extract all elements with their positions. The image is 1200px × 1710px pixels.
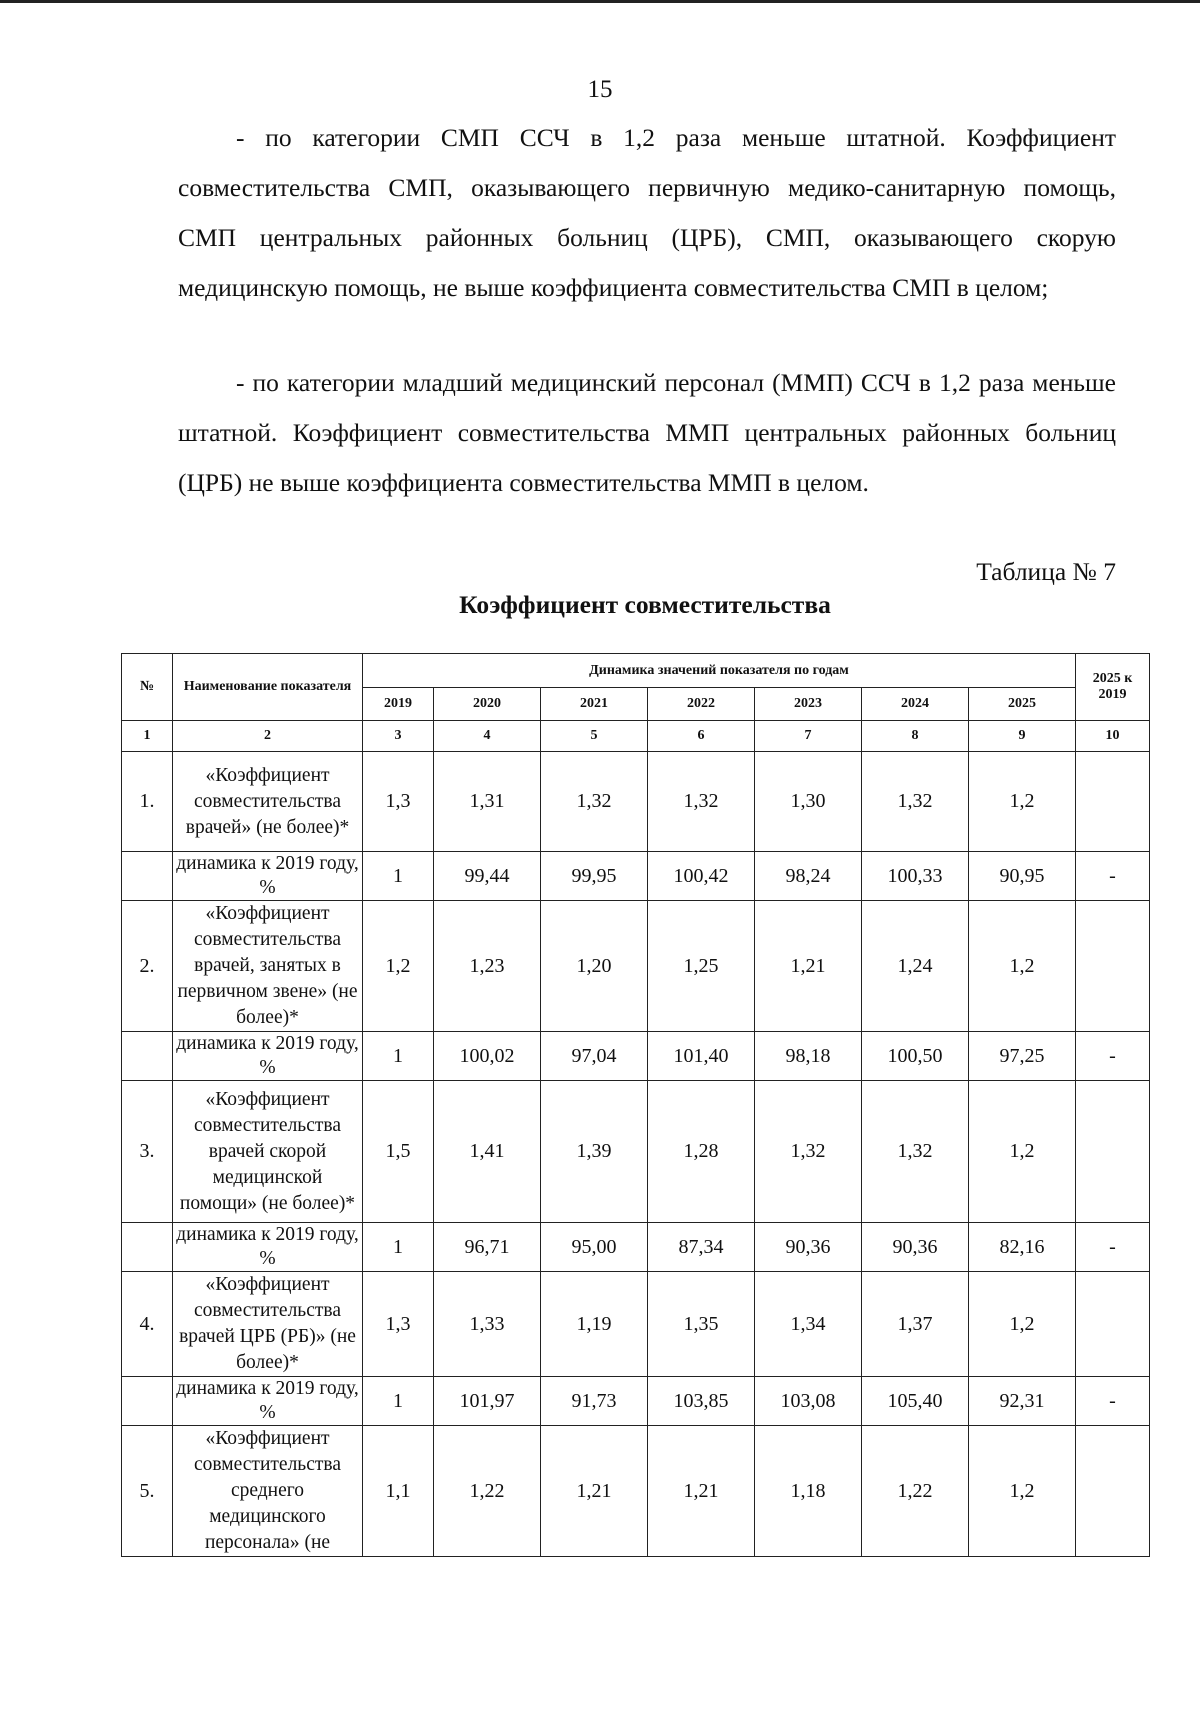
header-year: 2024 bbox=[862, 688, 969, 721]
row-number: 5. bbox=[122, 1426, 173, 1557]
column-number: 9 bbox=[969, 721, 1076, 752]
value-cell: 1,30 bbox=[755, 752, 862, 852]
value-cell: 100,50 bbox=[862, 1032, 969, 1081]
value-cell: 1,33 bbox=[434, 1272, 541, 1377]
row-number: 1. bbox=[122, 752, 173, 852]
indicator-name: «Коэффициент совместительства врачей, занятых в первичном звене» (не более)* bbox=[173, 901, 363, 1032]
header-no: № bbox=[122, 654, 173, 721]
comparison-cell bbox=[1076, 752, 1150, 852]
header-year: 2023 bbox=[755, 688, 862, 721]
value-cell: 90,36 bbox=[755, 1223, 862, 1272]
value-cell: 1 bbox=[363, 852, 434, 901]
dynamics-row bbox=[122, 1223, 1150, 1272]
comparison-cell bbox=[1076, 1272, 1150, 1377]
value-cell: 1,3 bbox=[363, 752, 434, 852]
value-cell: 1,37 bbox=[862, 1272, 969, 1377]
value-cell: 105,40 bbox=[862, 1377, 969, 1426]
value-cell: 82,16 bbox=[969, 1223, 1076, 1272]
value-cell: 1,32 bbox=[862, 1081, 969, 1223]
header-year: 2025 bbox=[969, 688, 1076, 721]
indicator-name: динамика к 2019 году, % bbox=[173, 1377, 363, 1426]
indicator-name: «Коэффициент совместительства врачей ЦРБ (РБ)» (не более)* bbox=[173, 1272, 363, 1377]
column-number: 2 bbox=[173, 721, 363, 752]
indicator-name: динамика к 2019 году, % bbox=[173, 1032, 363, 1081]
value-cell: 1,22 bbox=[862, 1426, 969, 1557]
value-cell: 1,18 bbox=[755, 1426, 862, 1557]
indicator-name: «Коэффициент совместительства врачей» (не более)* bbox=[173, 752, 363, 852]
column-number: 1 bbox=[122, 721, 173, 752]
value-cell: 1,19 bbox=[541, 1272, 648, 1377]
value-cell: 1,32 bbox=[755, 1081, 862, 1223]
column-number: 10 bbox=[1076, 721, 1150, 752]
value-cell: 97,25 bbox=[969, 1032, 1076, 1081]
value-cell: 103,08 bbox=[755, 1377, 862, 1426]
value-cell: 1,2 bbox=[969, 1081, 1076, 1223]
value-cell: 90,95 bbox=[969, 852, 1076, 901]
indicator-name: динамика к 2019 году, % bbox=[173, 1223, 363, 1272]
value-cell: 1,25 bbox=[648, 901, 755, 1032]
value-cell: 1,32 bbox=[541, 752, 648, 852]
value-cell: 1,2 bbox=[969, 901, 1076, 1032]
value-cell: 1,39 bbox=[541, 1081, 648, 1223]
value-cell: 1,2 bbox=[969, 752, 1076, 852]
value-cell: 101,97 bbox=[434, 1377, 541, 1426]
indicator-name: «Коэффициент совместительства врачей скорой медицинской помощи» (не более)* bbox=[173, 1081, 363, 1223]
row-number bbox=[122, 1223, 173, 1272]
table-body bbox=[122, 752, 1150, 1557]
paragraph-smp: - по категории СМП ССЧ в 1,2 раза меньше штатной. Коэффициент совместительства СМП, оказывающего первичную медико-санитарную помощь, СМП центральных районных больниц (ЦРБ), СМП, оказывающего скорую медицинскую помощь, не выше коэффициента совместительства СМП в целом; bbox=[178, 123, 1116, 302]
value-cell: 99,95 bbox=[541, 852, 648, 901]
comparison-cell bbox=[1076, 1081, 1150, 1223]
indicator-name: «Коэффициент совместительства среднего медицинского персонала» (не bbox=[173, 1426, 363, 1557]
column-number: 5 bbox=[541, 721, 648, 752]
indicator-name: динамика к 2019 году, % bbox=[173, 852, 363, 901]
header-year: 2022 bbox=[648, 688, 755, 721]
value-cell: 1,24 bbox=[862, 901, 969, 1032]
header-year: 2021 bbox=[541, 688, 648, 721]
value-cell: 1 bbox=[363, 1032, 434, 1081]
indicator-row bbox=[122, 1081, 1150, 1223]
header-year: 2019 bbox=[363, 688, 434, 721]
table-title: Коэффициент совместительства bbox=[459, 590, 831, 619]
value-cell: 87,34 bbox=[648, 1223, 755, 1272]
value-cell: 1,35 bbox=[648, 1272, 755, 1377]
header-year: 2020 bbox=[434, 688, 541, 721]
paragraph-mmp: - по категории младший медицинский персонал (ММП) ССЧ в 1,2 раза меньше штатной. Коэффициент совместительства ММП центральных районных больниц (ЦРБ) не выше коэффициента совместительства ММП в целом. bbox=[178, 368, 1116, 497]
value-cell: 1,21 bbox=[541, 1426, 648, 1557]
value-cell: 90,36 bbox=[862, 1223, 969, 1272]
value-cell: 1,21 bbox=[755, 901, 862, 1032]
column-number: 7 bbox=[755, 721, 862, 752]
row-number bbox=[122, 852, 173, 901]
table-header-row bbox=[122, 654, 1150, 688]
row-number: 2. bbox=[122, 901, 173, 1032]
table-number: Таблица № 7 bbox=[976, 557, 1116, 586]
value-cell: 1,23 bbox=[434, 901, 541, 1032]
table-column-numbers-row bbox=[122, 721, 1150, 752]
value-cell: 1,2 bbox=[363, 901, 434, 1032]
column-number: 6 bbox=[648, 721, 755, 752]
value-cell: 103,85 bbox=[648, 1377, 755, 1426]
row-number bbox=[122, 1377, 173, 1426]
dynamics-row bbox=[122, 1377, 1150, 1426]
indicator-row bbox=[122, 901, 1150, 1032]
value-cell: 1,21 bbox=[648, 1426, 755, 1557]
coefficient-table bbox=[121, 653, 1150, 1557]
column-number: 4 bbox=[434, 721, 541, 752]
value-cell: 97,04 bbox=[541, 1032, 648, 1081]
value-cell: 92,31 bbox=[969, 1377, 1076, 1426]
header-name: Наименование показателя bbox=[173, 654, 363, 721]
row-number: 3. bbox=[122, 1081, 173, 1223]
comparison-cell: - bbox=[1076, 1377, 1150, 1426]
comparison-cell bbox=[1076, 1426, 1150, 1557]
value-cell: 99,44 bbox=[434, 852, 541, 901]
column-number: 8 bbox=[862, 721, 969, 752]
value-cell: 100,33 bbox=[862, 852, 969, 901]
value-cell: 1,34 bbox=[755, 1272, 862, 1377]
row-number bbox=[122, 1032, 173, 1081]
indicator-row bbox=[122, 752, 1150, 852]
value-cell: 100,02 bbox=[434, 1032, 541, 1081]
value-cell: 96,71 bbox=[434, 1223, 541, 1272]
value-cell: 1,22 bbox=[434, 1426, 541, 1557]
value-cell: 98,24 bbox=[755, 852, 862, 901]
value-cell: 91,73 bbox=[541, 1377, 648, 1426]
value-cell: 98,18 bbox=[755, 1032, 862, 1081]
value-cell: 1,3 bbox=[363, 1272, 434, 1377]
indicator-row bbox=[122, 1272, 1150, 1377]
value-cell: 1,31 bbox=[434, 752, 541, 852]
header-2025-vs-2019: 2025 к 2019 bbox=[1076, 654, 1150, 721]
value-cell: 1 bbox=[363, 1377, 434, 1426]
dynamics-row bbox=[122, 1032, 1150, 1081]
value-cell: 1,1 bbox=[363, 1426, 434, 1557]
comparison-cell: - bbox=[1076, 852, 1150, 901]
indicator-row bbox=[122, 1426, 1150, 1557]
comparison-cell: - bbox=[1076, 1223, 1150, 1272]
header-dynamics: Динамика значений показателя по годам bbox=[363, 654, 1076, 688]
page-number: 15 bbox=[587, 76, 613, 103]
value-cell: 95,00 bbox=[541, 1223, 648, 1272]
column-number: 3 bbox=[363, 721, 434, 752]
value-cell: 101,40 bbox=[648, 1032, 755, 1081]
scan-top-border bbox=[0, 0, 1200, 3]
value-cell: 1 bbox=[363, 1223, 434, 1272]
value-cell: 1,32 bbox=[862, 752, 969, 852]
value-cell: 1,2 bbox=[969, 1272, 1076, 1377]
value-cell: 100,42 bbox=[648, 852, 755, 901]
comparison-cell bbox=[1076, 901, 1150, 1032]
value-cell: 1,5 bbox=[363, 1081, 434, 1223]
dynamics-row bbox=[122, 852, 1150, 901]
value-cell: 1,32 bbox=[648, 752, 755, 852]
value-cell: 1,2 bbox=[969, 1426, 1076, 1557]
comparison-cell: - bbox=[1076, 1032, 1150, 1081]
value-cell: 1,20 bbox=[541, 901, 648, 1032]
row-number: 4. bbox=[122, 1272, 173, 1377]
value-cell: 1,28 bbox=[648, 1081, 755, 1223]
value-cell: 1,41 bbox=[434, 1081, 541, 1223]
